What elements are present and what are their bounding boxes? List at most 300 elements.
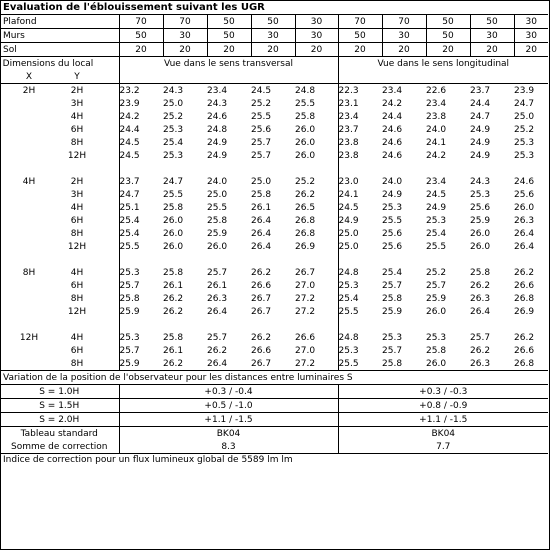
ugr-value: 26.4: [207, 306, 228, 317]
ugr-value: 26.2: [251, 267, 272, 278]
reflectance-value: 50: [470, 15, 514, 29]
reflectance-value: 20: [163, 43, 207, 57]
reflectance-value: 20: [207, 43, 251, 57]
spacing-label: S = 1.0H: [0, 385, 119, 399]
correction-footnote: Indice de correction pour un flux lumineux global de 5589 lm lm: [3, 455, 293, 465]
ugr-value: 25.3: [470, 189, 491, 200]
spacing-label: S = 2.0H: [0, 413, 119, 427]
room-y: 8H: [70, 358, 84, 369]
ugr-table: [0, 14, 548, 454]
room-x: 4H: [22, 176, 36, 187]
reflectance-value: 50: [119, 29, 163, 43]
ugr-data-row: [0, 97, 548, 110]
reflectance-value: 30: [382, 29, 426, 43]
room-x: [0, 305, 58, 318]
reflectance-label: Plafond: [0, 15, 119, 29]
ugr-value: 24.4: [119, 124, 140, 135]
ugr-value: 26.0: [295, 136, 338, 149]
ugr-data-row: [0, 227, 548, 240]
ugr-value: 25.8: [470, 267, 491, 278]
ugr-value: 25.3: [163, 150, 184, 161]
room-y: 2H: [70, 176, 84, 187]
ugr-value: 25.4: [426, 228, 447, 239]
ugr-value: 24.0: [207, 176, 228, 187]
ugr-value: 25.9: [426, 293, 447, 304]
ugr-value: 25.2: [295, 175, 338, 188]
ugr-value: 25.8: [119, 293, 140, 304]
ugr-value: 25.5: [207, 202, 228, 213]
ugr-value: 24.2: [426, 150, 447, 161]
room-y: 8H: [70, 137, 84, 148]
room-y: 12H: [67, 241, 87, 252]
ugr-data-row: [0, 149, 548, 162]
ugr-value: 25.0: [338, 241, 359, 252]
ugr-value: 26.2: [514, 267, 535, 278]
reflectance-row: [0, 15, 548, 29]
ugr-data-row: [0, 357, 548, 371]
ugr-value: 24.9: [207, 150, 228, 161]
ugr-data-row: [0, 266, 548, 279]
ugr-value: 23.4: [382, 85, 403, 96]
standard-table-transverse: BK04: [119, 427, 338, 441]
ugr-value: 26.6: [295, 331, 338, 344]
ugr-value: 24.1: [426, 137, 447, 148]
reflectance-row: [0, 43, 548, 57]
ugr-value: 26.7: [251, 306, 272, 317]
ugr-value: 25.9: [207, 228, 228, 239]
dimensions-label: Dimensions du local: [2, 58, 94, 69]
ugr-value: 25.2: [163, 111, 184, 122]
group-spacer: [0, 162, 548, 175]
reflectance-value: 70: [382, 15, 426, 29]
transverse-variation: +0.3 / -0.4: [119, 385, 338, 399]
ugr-data-row: [0, 201, 548, 214]
ugr-value: 26.6: [251, 280, 272, 291]
ugr-value: 25.5: [382, 215, 403, 226]
reflectance-label: Murs: [0, 29, 119, 43]
room-y: 6H: [70, 215, 84, 226]
ugr-value: 26.0: [514, 202, 535, 213]
ugr-data-row: [0, 84, 548, 98]
ugr-value: 22.6: [426, 85, 447, 96]
room-x: [0, 97, 58, 110]
ugr-value: 25.3: [338, 280, 359, 291]
ugr-value: 26.8: [514, 293, 535, 304]
ugr-value: 25.7: [207, 267, 228, 278]
group-spacer: [0, 253, 548, 266]
ugr-value: 24.6: [382, 150, 403, 161]
ugr-value: 26.4: [514, 241, 535, 252]
ugr-value: 25.5: [295, 97, 338, 110]
reflectance-label: Sol: [0, 43, 119, 57]
ugr-value: 25.5: [338, 306, 359, 317]
room-y: 8H: [70, 228, 84, 239]
ugr-value: 24.6: [514, 176, 535, 187]
ugr-value: 26.8: [295, 227, 338, 240]
room-x: [0, 279, 58, 292]
ugr-value: 24.9: [426, 202, 447, 213]
reflectance-value: 50: [426, 15, 470, 29]
ugr-value: 25.8: [382, 358, 403, 369]
reflectance-value: 20: [338, 43, 382, 57]
room-x: [0, 240, 58, 253]
ugr-value: 25.4: [163, 137, 184, 148]
reflectance-value: 50: [207, 15, 251, 29]
ugr-value: 27.2: [295, 357, 338, 371]
ugr-value: 23.4: [426, 98, 447, 109]
ugr-data-row: [0, 214, 548, 227]
room-x: [0, 344, 58, 357]
ugr-value: 26.6: [251, 345, 272, 356]
ugr-value: 24.5: [338, 202, 359, 213]
ugr-value: 23.0: [338, 176, 359, 187]
room-x: [0, 292, 58, 305]
ugr-value: 25.3: [119, 332, 140, 343]
variation-row: [0, 385, 548, 399]
ugr-value: 24.7: [163, 176, 184, 187]
ugr-value: 26.0: [426, 306, 447, 317]
ugr-value: 25.7: [251, 137, 272, 148]
ugr-value: 26.3: [514, 215, 535, 226]
ugr-value: 26.3: [470, 358, 491, 369]
room-x: 2H: [22, 85, 36, 96]
reflectance-value: 50: [338, 29, 382, 43]
reflectance-value: 50: [207, 29, 251, 43]
ugr-value: 26.5: [295, 201, 338, 214]
reflectance-value: 20: [295, 43, 338, 57]
ugr-value: 25.8: [163, 202, 184, 213]
ugr-value: 25.9: [119, 358, 140, 369]
standard-table-row: [0, 427, 548, 441]
ugr-value: 26.6: [514, 345, 535, 356]
room-y: 3H: [70, 189, 84, 200]
ugr-value: 24.6: [382, 124, 403, 135]
spacing-label: S = 1.5H: [0, 399, 119, 413]
ugr-value: 25.6: [514, 189, 535, 200]
ugr-value: 23.8: [426, 111, 447, 122]
reflectance-value: 50: [426, 29, 470, 43]
ugr-value: 25.6: [251, 124, 272, 135]
reflectance-value: 30: [514, 29, 548, 43]
ugr-value: 23.8: [338, 137, 359, 148]
reflectance-value: 30: [295, 29, 338, 43]
reflectance-value: 50: [251, 15, 295, 29]
ugr-value: 26.4: [470, 306, 491, 317]
variation-title: Variation de la position de l'observateur pour les distances entre luminaires S: [0, 371, 548, 385]
variation-row: [0, 413, 548, 427]
ugr-value: 24.4: [470, 98, 491, 109]
ugr-value: 25.5: [163, 189, 184, 200]
reflectance-value: 20: [426, 43, 470, 57]
ugr-value: 27.0: [295, 279, 338, 292]
ugr-value: 27.2: [295, 292, 338, 305]
ugr-value: 26.2: [470, 345, 491, 356]
ugr-value: 27.2: [295, 305, 338, 318]
ugr-value: 26.0: [426, 358, 447, 369]
room-x: [0, 188, 58, 201]
ugr-value: 25.3: [382, 332, 403, 343]
ugr-value: 25.7: [119, 280, 140, 291]
dimensions-header: [0, 57, 548, 71]
room-x: [0, 110, 58, 123]
ugr-value: 25.7: [207, 332, 228, 343]
reflectance-value: 20: [251, 43, 295, 57]
reflectance-value: 20: [514, 43, 548, 57]
ugr-value: 24.1: [338, 189, 359, 200]
room-y: 4H: [70, 202, 84, 213]
ugr-value: 25.0: [514, 111, 535, 122]
ugr-value: 23.7: [470, 85, 491, 96]
ugr-value: 24.9: [207, 137, 228, 148]
room-x: [0, 123, 58, 136]
ugr-value: 23.4: [338, 111, 359, 122]
ugr-value: 26.2: [295, 188, 338, 201]
ugr-value: 24.8: [295, 84, 338, 98]
ugr-value: 25.0: [338, 228, 359, 239]
ugr-value: 25.3: [119, 267, 140, 278]
ugr-value: 26.3: [207, 293, 228, 304]
ugr-value: 25.7: [119, 345, 140, 356]
reflectance-value: 20: [470, 43, 514, 57]
ugr-value: 23.9: [514, 85, 535, 96]
room-y: 6H: [70, 280, 84, 291]
ugr-value: 25.4: [338, 293, 359, 304]
ugr-value: 24.8: [207, 124, 228, 135]
ugr-value: 27.0: [295, 344, 338, 357]
ugr-value: 25.7: [470, 332, 491, 343]
ugr-value: 26.6: [514, 280, 535, 291]
ugr-value: 25.4: [119, 228, 140, 239]
ugr-value: 26.0: [295, 123, 338, 136]
ugr-value: 24.2: [119, 111, 140, 122]
room-x: [0, 357, 58, 371]
ugr-value: 25.3: [426, 332, 447, 343]
ugr-value: 26.0: [470, 228, 491, 239]
ugr-value: 24.7: [514, 98, 535, 109]
ugr-value: 25.6: [470, 202, 491, 213]
ugr-value: 25.7: [251, 150, 272, 161]
ugr-value: 25.2: [251, 98, 272, 109]
ugr-value: 25.5: [251, 111, 272, 122]
ugr-value: 24.5: [251, 85, 272, 96]
ugr-value: 24.6: [382, 137, 403, 148]
reflectance-value: 30: [514, 15, 548, 29]
ugr-value: 25.5: [119, 241, 140, 252]
ugr-value: 26.0: [163, 215, 184, 226]
ugr-value: 24.3: [163, 85, 184, 96]
page-title: Evaluation de l'éblouissement suivant les UGR: [3, 2, 265, 13]
ugr-value: 23.1: [338, 98, 359, 109]
ugr-value: 25.3: [382, 202, 403, 213]
ugr-value: 25.3: [338, 345, 359, 356]
ugr-value: 25.7: [426, 280, 447, 291]
standard-table-label: Tableau standard: [0, 427, 119, 441]
transverse-variation: +0.5 / -1.0: [119, 399, 338, 413]
ugr-value: 26.2: [470, 280, 491, 291]
room-x: [0, 214, 58, 227]
ugr-data-row: [0, 136, 548, 149]
ugr-value: 24.3: [207, 98, 228, 109]
room-y: 2H: [70, 85, 84, 96]
ugr-value: 26.2: [163, 293, 184, 304]
ugr-value: 24.7: [470, 111, 491, 122]
ugr-value: 26.2: [163, 306, 184, 317]
correction-sum-longitudinal: 7.7: [338, 440, 548, 454]
ugr-data-row: [0, 175, 548, 188]
ugr-value: 23.7: [119, 176, 140, 187]
ugr-value: 23.7: [338, 124, 359, 135]
ugr-value: 25.8: [295, 110, 338, 123]
ugr-value: 24.9: [382, 189, 403, 200]
standard-table-longitudinal: BK04: [431, 428, 456, 439]
ugr-value: 26.4: [251, 241, 272, 252]
ugr-data-row: [0, 279, 548, 292]
reflectance-value: 70: [338, 15, 382, 29]
ugr-value: 25.4: [119, 215, 140, 226]
room-x: 12H: [19, 332, 39, 343]
ugr-value: 26.0: [470, 241, 491, 252]
ugr-value: 23.8: [338, 150, 359, 161]
ugr-value: 26.7: [251, 358, 272, 369]
ugr-value: 25.8: [382, 293, 403, 304]
ugr-value: 25.8: [163, 267, 184, 278]
room-x: [0, 149, 58, 162]
ugr-value: 22.3: [338, 85, 359, 96]
ugr-value: 23.4: [207, 85, 228, 96]
ugr-value: 26.2: [207, 345, 228, 356]
variation-row: [0, 399, 548, 413]
xy-header: [0, 70, 548, 84]
room-y: 6H: [70, 124, 84, 135]
ugr-value: 24.2: [382, 98, 403, 109]
ugr-value: 25.3: [163, 124, 184, 135]
ugr-value: 24.0: [382, 176, 403, 187]
reflectance-value: 30: [295, 15, 338, 29]
correction-sum-label: Somme de correction: [0, 440, 119, 454]
ugr-value: 26.9: [514, 306, 535, 317]
ugr-data-row: [0, 110, 548, 123]
ugr-value: 25.8: [163, 332, 184, 343]
ugr-data-row: [0, 188, 548, 201]
ugr-data-row: [0, 240, 548, 253]
ugr-value: 24.5: [119, 137, 140, 148]
ugr-value: 26.7: [295, 266, 338, 279]
ugr-value: 26.9: [295, 240, 338, 253]
ugr-value: 26.1: [163, 280, 184, 291]
transverse-variation: +1.1 / -1.5: [119, 413, 338, 427]
correction-sum-row: [0, 440, 548, 454]
reflectance-value: 70: [163, 15, 207, 29]
room-y: 4H: [70, 332, 84, 343]
ugr-value: 24.6: [207, 111, 228, 122]
reflectance-row: [0, 29, 548, 43]
ugr-value: 25.6: [382, 228, 403, 239]
ugr-value: 26.0: [207, 241, 228, 252]
room-y: 12H: [67, 150, 87, 161]
ugr-value: 25.0: [251, 176, 272, 187]
ugr-value: 26.0: [295, 149, 338, 162]
ugr-value: 25.4: [382, 267, 403, 278]
reflectance-value: 20: [382, 43, 426, 57]
ugr-data-row: [0, 292, 548, 305]
variation-title-row: [0, 371, 548, 385]
ugr-value: 25.7: [382, 345, 403, 356]
group-spacer: [0, 318, 548, 331]
correction-sum-transverse: 8.3: [119, 440, 338, 454]
ugr-value: 26.4: [207, 358, 228, 369]
room-y: 3H: [70, 98, 84, 109]
ugr-value: 24.9: [470, 124, 491, 135]
ugr-value: 25.0: [207, 189, 228, 200]
reflectance-value: 30: [470, 29, 514, 43]
ugr-value: 23.9: [119, 98, 140, 109]
ugr-value: 26.8: [514, 358, 535, 369]
x-header: X: [0, 70, 58, 84]
ugr-value: 25.9: [470, 215, 491, 226]
room-y: 8H: [70, 293, 84, 304]
ugr-value: 26.1: [251, 202, 272, 213]
ugr-value: 25.3: [514, 137, 535, 148]
ugr-value: 25.6: [382, 241, 403, 252]
ugr-value: 24.8: [338, 332, 359, 343]
ugr-value: 24.9: [470, 150, 491, 161]
ugr-value: 26.4: [514, 228, 535, 239]
ugr-value: 25.7: [382, 280, 403, 291]
ugr-value: 25.3: [514, 150, 535, 161]
ugr-value: 24.8: [338, 267, 359, 278]
room-x: [0, 227, 58, 240]
ugr-value: 25.5: [338, 358, 359, 369]
ugr-value: 25.9: [382, 306, 403, 317]
room-y: 4H: [70, 267, 84, 278]
ugr-value: 26.0: [163, 228, 184, 239]
ugr-value: 25.2: [426, 267, 447, 278]
ugr-value: 26.1: [207, 280, 228, 291]
ugr-value: 25.0: [163, 98, 184, 109]
longitudinal-variation: +1.1 / -1.5: [338, 413, 548, 427]
ugr-value: 24.3: [470, 176, 491, 187]
ugr-value: 25.1: [119, 202, 140, 213]
ugr-data-row: [0, 123, 548, 136]
ugr-value: 24.5: [426, 189, 447, 200]
ugr-value: 24.7: [119, 189, 140, 200]
ugr-value: 26.4: [251, 215, 272, 226]
ugr-value: 25.8: [251, 189, 272, 200]
reflectance-value: 30: [251, 29, 295, 43]
ugr-data-row: [0, 305, 548, 318]
ugr-value: 24.9: [338, 215, 359, 226]
longitudinal-variation: +0.3 / -0.3: [338, 385, 548, 399]
ugr-data-row: [0, 331, 548, 344]
ugr-value: 26.1: [163, 345, 184, 356]
ugr-value: 25.9: [119, 306, 140, 317]
ugr-value: 26.8: [295, 214, 338, 227]
room-y: 6H: [70, 345, 84, 356]
room-x: [0, 201, 58, 214]
reflectance-value: 30: [163, 29, 207, 43]
ugr-value: 23.4: [426, 176, 447, 187]
ugr-value: 25.8: [426, 345, 447, 356]
transverse-view-label: Vue dans le sens transversal: [119, 57, 338, 71]
reflectance-value: 20: [119, 43, 163, 57]
ugr-value: 25.3: [426, 215, 447, 226]
room-x: 8H: [22, 267, 36, 278]
room-y: 4H: [70, 111, 84, 122]
ugr-data-row: [0, 344, 548, 357]
longitudinal-variation: +0.8 / -0.9: [338, 399, 548, 413]
ugr-value: 25.8: [207, 215, 228, 226]
ugr-value: 26.2: [163, 358, 184, 369]
